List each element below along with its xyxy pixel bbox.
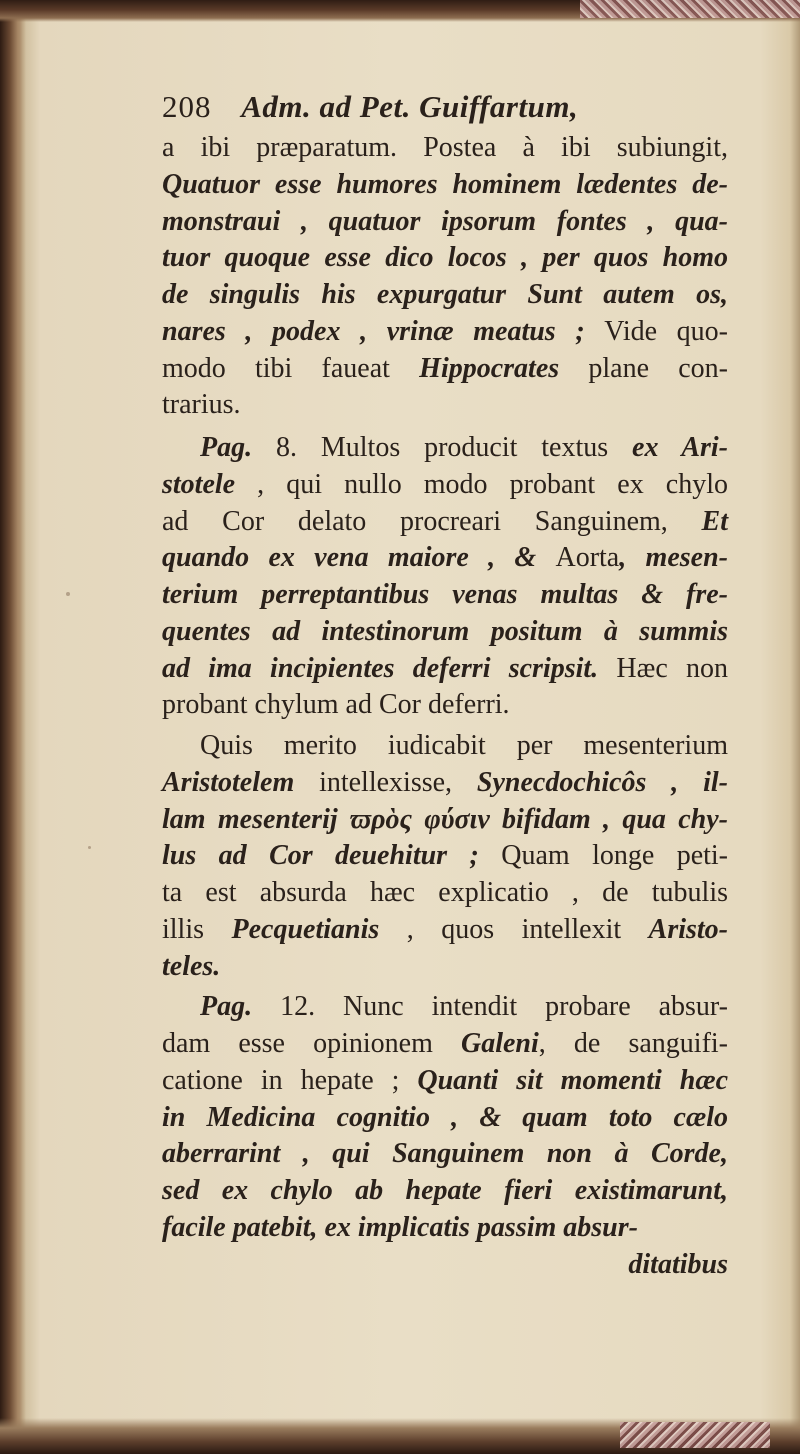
italic-run: ad ima incipientes deferri scripsit. [162, 652, 599, 684]
italic-run: , mesen- [619, 542, 728, 574]
text-line [162, 277, 728, 314]
paper-spot [88, 846, 91, 849]
italic-run: de singulis his expurgatur Sunt autem os, [162, 279, 728, 310]
italic-run: Synecdochicôs , il- [476, 766, 728, 798]
roman-run: , de sanguifi- [538, 1028, 728, 1059]
catchword [162, 1247, 728, 1284]
roman-run: illis [162, 913, 232, 945]
italic-run: Quatuor esse humores hominem lædentes de- [162, 168, 728, 200]
text-line [162, 204, 728, 241]
roman-run: a ibi præparatum. Postea à ibi subiungit, [162, 132, 728, 163]
bookmark-ribbon-top [580, 0, 800, 18]
text-line [162, 540, 728, 577]
text-line [162, 1026, 728, 1063]
italic-run: facile patebit, ex implicatis passim absur- [162, 1211, 638, 1243]
page-header [162, 84, 728, 130]
text-line [162, 130, 728, 167]
text-line [162, 989, 728, 1026]
text-line [162, 1173, 728, 1210]
running-title: Adm. ad Pet. Guiffartum, [241, 89, 579, 124]
page-number: 208 [162, 89, 212, 124]
italic-run: lam mesenterij ϖρὸς φύσιν bifidam , qua chy- [162, 803, 728, 835]
text-line [162, 1210, 728, 1247]
text-line [162, 387, 728, 424]
text-line [162, 240, 728, 277]
roman-run: trarius. [162, 389, 241, 421]
text-line [162, 467, 728, 504]
text-line [162, 949, 728, 986]
catchword-text: ditatibus [628, 1248, 728, 1280]
italic-run: Pecquetianis [231, 913, 380, 945]
roman-run: 8. Multos producit textus [252, 432, 633, 463]
roman-run: Aorta [555, 542, 620, 574]
text-line [162, 728, 728, 765]
roman-run: , qui nullo modo probant ex chylo [235, 468, 728, 500]
italic-run: quando ex vena maiore , & [162, 542, 556, 574]
text-line [162, 1063, 728, 1100]
body-text [162, 130, 728, 1247]
text-line [162, 765, 728, 802]
text-line [162, 875, 728, 912]
text-line [162, 504, 728, 541]
text-line [162, 351, 728, 388]
italic-run: lus ad Cor deuehitur ; [162, 840, 479, 872]
italic-run: teles. [162, 950, 221, 982]
italic-run: Aristo- [648, 913, 728, 945]
italic-run: Galeni [461, 1028, 539, 1059]
text-line [162, 802, 728, 839]
italic-run: terium perreptantibus venas multas & fre- [162, 579, 728, 610]
roman-run: Quis merito iudicabit per mesenterium [200, 730, 728, 761]
italic-run: ex Ari- [632, 432, 728, 463]
roman-run: Vide quo- [604, 315, 728, 347]
italic-run: stotele [162, 468, 236, 500]
italic-run: Pag. [200, 432, 253, 463]
italic-run: monstraui , quatuor ipsorum fontes , qua- [162, 205, 728, 237]
italic-run: Pag. [200, 991, 253, 1023]
bookmark-ribbon-bottom [620, 1422, 770, 1448]
roman-run: plane con- [559, 352, 728, 384]
italic-run: aberrarint , qui Sanguinem non à Corde, [162, 1138, 728, 1170]
roman-run: dam esse opinionem [162, 1028, 461, 1059]
italic-run: Quanti sit momenti hæc [417, 1064, 728, 1096]
text-line [162, 912, 728, 949]
book-page [162, 84, 728, 1283]
roman-run: ta est absurda hæc explicatio , de tubulis [162, 877, 728, 908]
italic-run: Aristotelem [162, 766, 295, 798]
roman-run: modo tibi faueat [162, 352, 420, 384]
italic-run: Et [701, 505, 728, 537]
roman-run: ad Cor delato procreari Sanguinem, [162, 505, 702, 537]
paper-spot [66, 592, 70, 596]
italic-run: in Medicina cognitio , & quam toto cælo [162, 1101, 728, 1133]
text-line [162, 1100, 728, 1137]
roman-run: 12. Nunc intendit probare absur- [252, 991, 728, 1023]
roman-run: probant chylum ad Cor deferri. [162, 689, 510, 721]
text-line [162, 687, 728, 724]
italic-run: Hippocrates [419, 352, 560, 384]
text-line [162, 430, 728, 467]
text-line [162, 577, 728, 614]
binding-gutter [0, 0, 26, 1454]
roman-run: Quam longe peti- [478, 840, 729, 872]
text-line [162, 314, 728, 351]
roman-run: , quos intellexit [379, 913, 649, 945]
text-line [162, 651, 728, 688]
text-line [162, 614, 728, 651]
italic-run: sed ex chylo ab hepate fieri existimarunt, [162, 1175, 728, 1206]
text-line [162, 838, 728, 875]
roman-run: catione in hepate ; [162, 1064, 418, 1096]
italic-run: tuor quoque esse dico locos , per quos homo [162, 242, 728, 274]
roman-run: intellexisse, [294, 766, 477, 798]
italic-run: quentes ad intestinorum positum à summis [162, 615, 728, 647]
italic-run: nares , podex , vrinæ meatus ; [162, 315, 605, 347]
roman-run: Hæc non [598, 652, 728, 684]
text-line [162, 167, 728, 204]
text-line [162, 1136, 728, 1173]
